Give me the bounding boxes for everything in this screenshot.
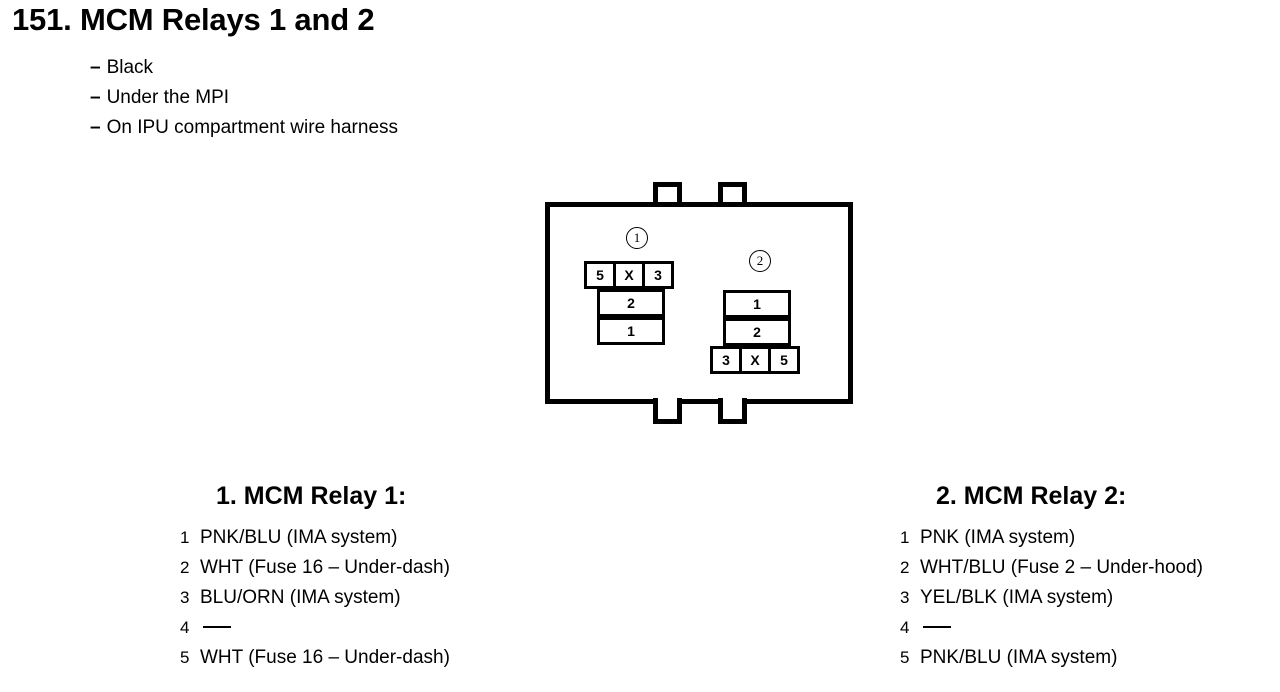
- pin-number: 3: [180, 588, 190, 607]
- legend-row: [900, 523, 1280, 553]
- pin-number: 2: [900, 558, 910, 577]
- list-item: [90, 83, 398, 113]
- legend-title: 1. MCM Relay 1:: [216, 482, 407, 510]
- relay1-terminal-row-bottom: [597, 317, 665, 345]
- pin-description: PNK/BLU (IMA system): [200, 527, 398, 548]
- callout-marker-2: 2: [749, 250, 771, 272]
- legend-row: [900, 553, 1280, 583]
- list-item-label: On IPU compartment wire harness: [106, 117, 399, 138]
- legend-row: [180, 613, 610, 643]
- relay2-terminal-row-bottom: [710, 346, 800, 374]
- connector-housing: [545, 202, 853, 404]
- pin-number: 5: [900, 648, 910, 667]
- pin-description: PNK (IMA system): [920, 527, 1076, 548]
- relay1-terminal-row-mid: [597, 289, 665, 317]
- pin-description: PNK/BLU (IMA system): [920, 647, 1118, 668]
- pin-number: 2: [180, 558, 190, 577]
- legend-row: [180, 643, 610, 673]
- legend-row: [180, 583, 610, 613]
- pin-number: 3: [900, 588, 910, 607]
- relay2-terminal-row-mid: [723, 318, 791, 346]
- terminal-pin: 2: [726, 321, 788, 343]
- terminal-pin: 1: [600, 320, 662, 342]
- legend-row: [900, 643, 1280, 673]
- dash-marker: –: [90, 87, 101, 108]
- legend-row: [900, 583, 1280, 613]
- empty-pin-dash: [203, 626, 231, 628]
- pin-description: BLU/ORN (IMA system): [200, 587, 401, 608]
- terminal-pin: 5: [587, 264, 616, 286]
- empty-pin-dash: [923, 626, 951, 628]
- list-item-label: Black: [106, 57, 154, 78]
- pin-number: 1: [900, 528, 910, 547]
- callout-marker-1: 1: [626, 227, 648, 249]
- pin-number: 1: [180, 528, 190, 547]
- connector-tab-bottom-left: [653, 398, 682, 424]
- pin-description: WHT (Fuse 16 – Under-dash): [200, 557, 450, 578]
- terminal-pin: 3: [713, 349, 742, 371]
- list-item: [90, 53, 398, 83]
- page-title: 151. MCM Relays 1 and 2: [12, 2, 375, 37]
- dash-marker: –: [90, 57, 101, 78]
- pin-description: WHT (Fuse 16 – Under-dash): [200, 647, 450, 668]
- list-item: [90, 113, 398, 143]
- dash-marker: –: [90, 117, 101, 138]
- connector-diagram: [540, 178, 865, 438]
- relay2-terminal-row-top: [723, 290, 791, 318]
- terminal-pin: 2: [600, 292, 662, 314]
- legend-row: [180, 553, 610, 583]
- legend-row: [180, 523, 610, 553]
- legend-relay-2: [900, 482, 1280, 673]
- terminal-pin: X: [616, 264, 645, 286]
- connector-tab-bottom-right: [718, 398, 747, 424]
- pin-number: 4: [180, 618, 190, 637]
- pin-description: YEL/BLK (IMA system): [920, 587, 1114, 608]
- terminal-pin: X: [742, 349, 771, 371]
- terminal-pin: 3: [645, 264, 671, 286]
- pin-description: WHT/BLU (Fuse 2 – Under-hood): [920, 557, 1203, 578]
- attribute-list: [90, 53, 398, 143]
- legend-row: [900, 613, 1280, 643]
- pin-number: 4: [900, 618, 910, 637]
- relay1-terminal-row-top: [584, 261, 674, 289]
- legend-relay-1: [180, 482, 610, 673]
- pin-number: 5: [180, 648, 190, 667]
- legend-title: 2. MCM Relay 2:: [936, 482, 1127, 510]
- terminal-pin: 1: [726, 293, 788, 315]
- terminal-pin: 5: [771, 349, 797, 371]
- list-item-label: Under the MPI: [106, 87, 230, 108]
